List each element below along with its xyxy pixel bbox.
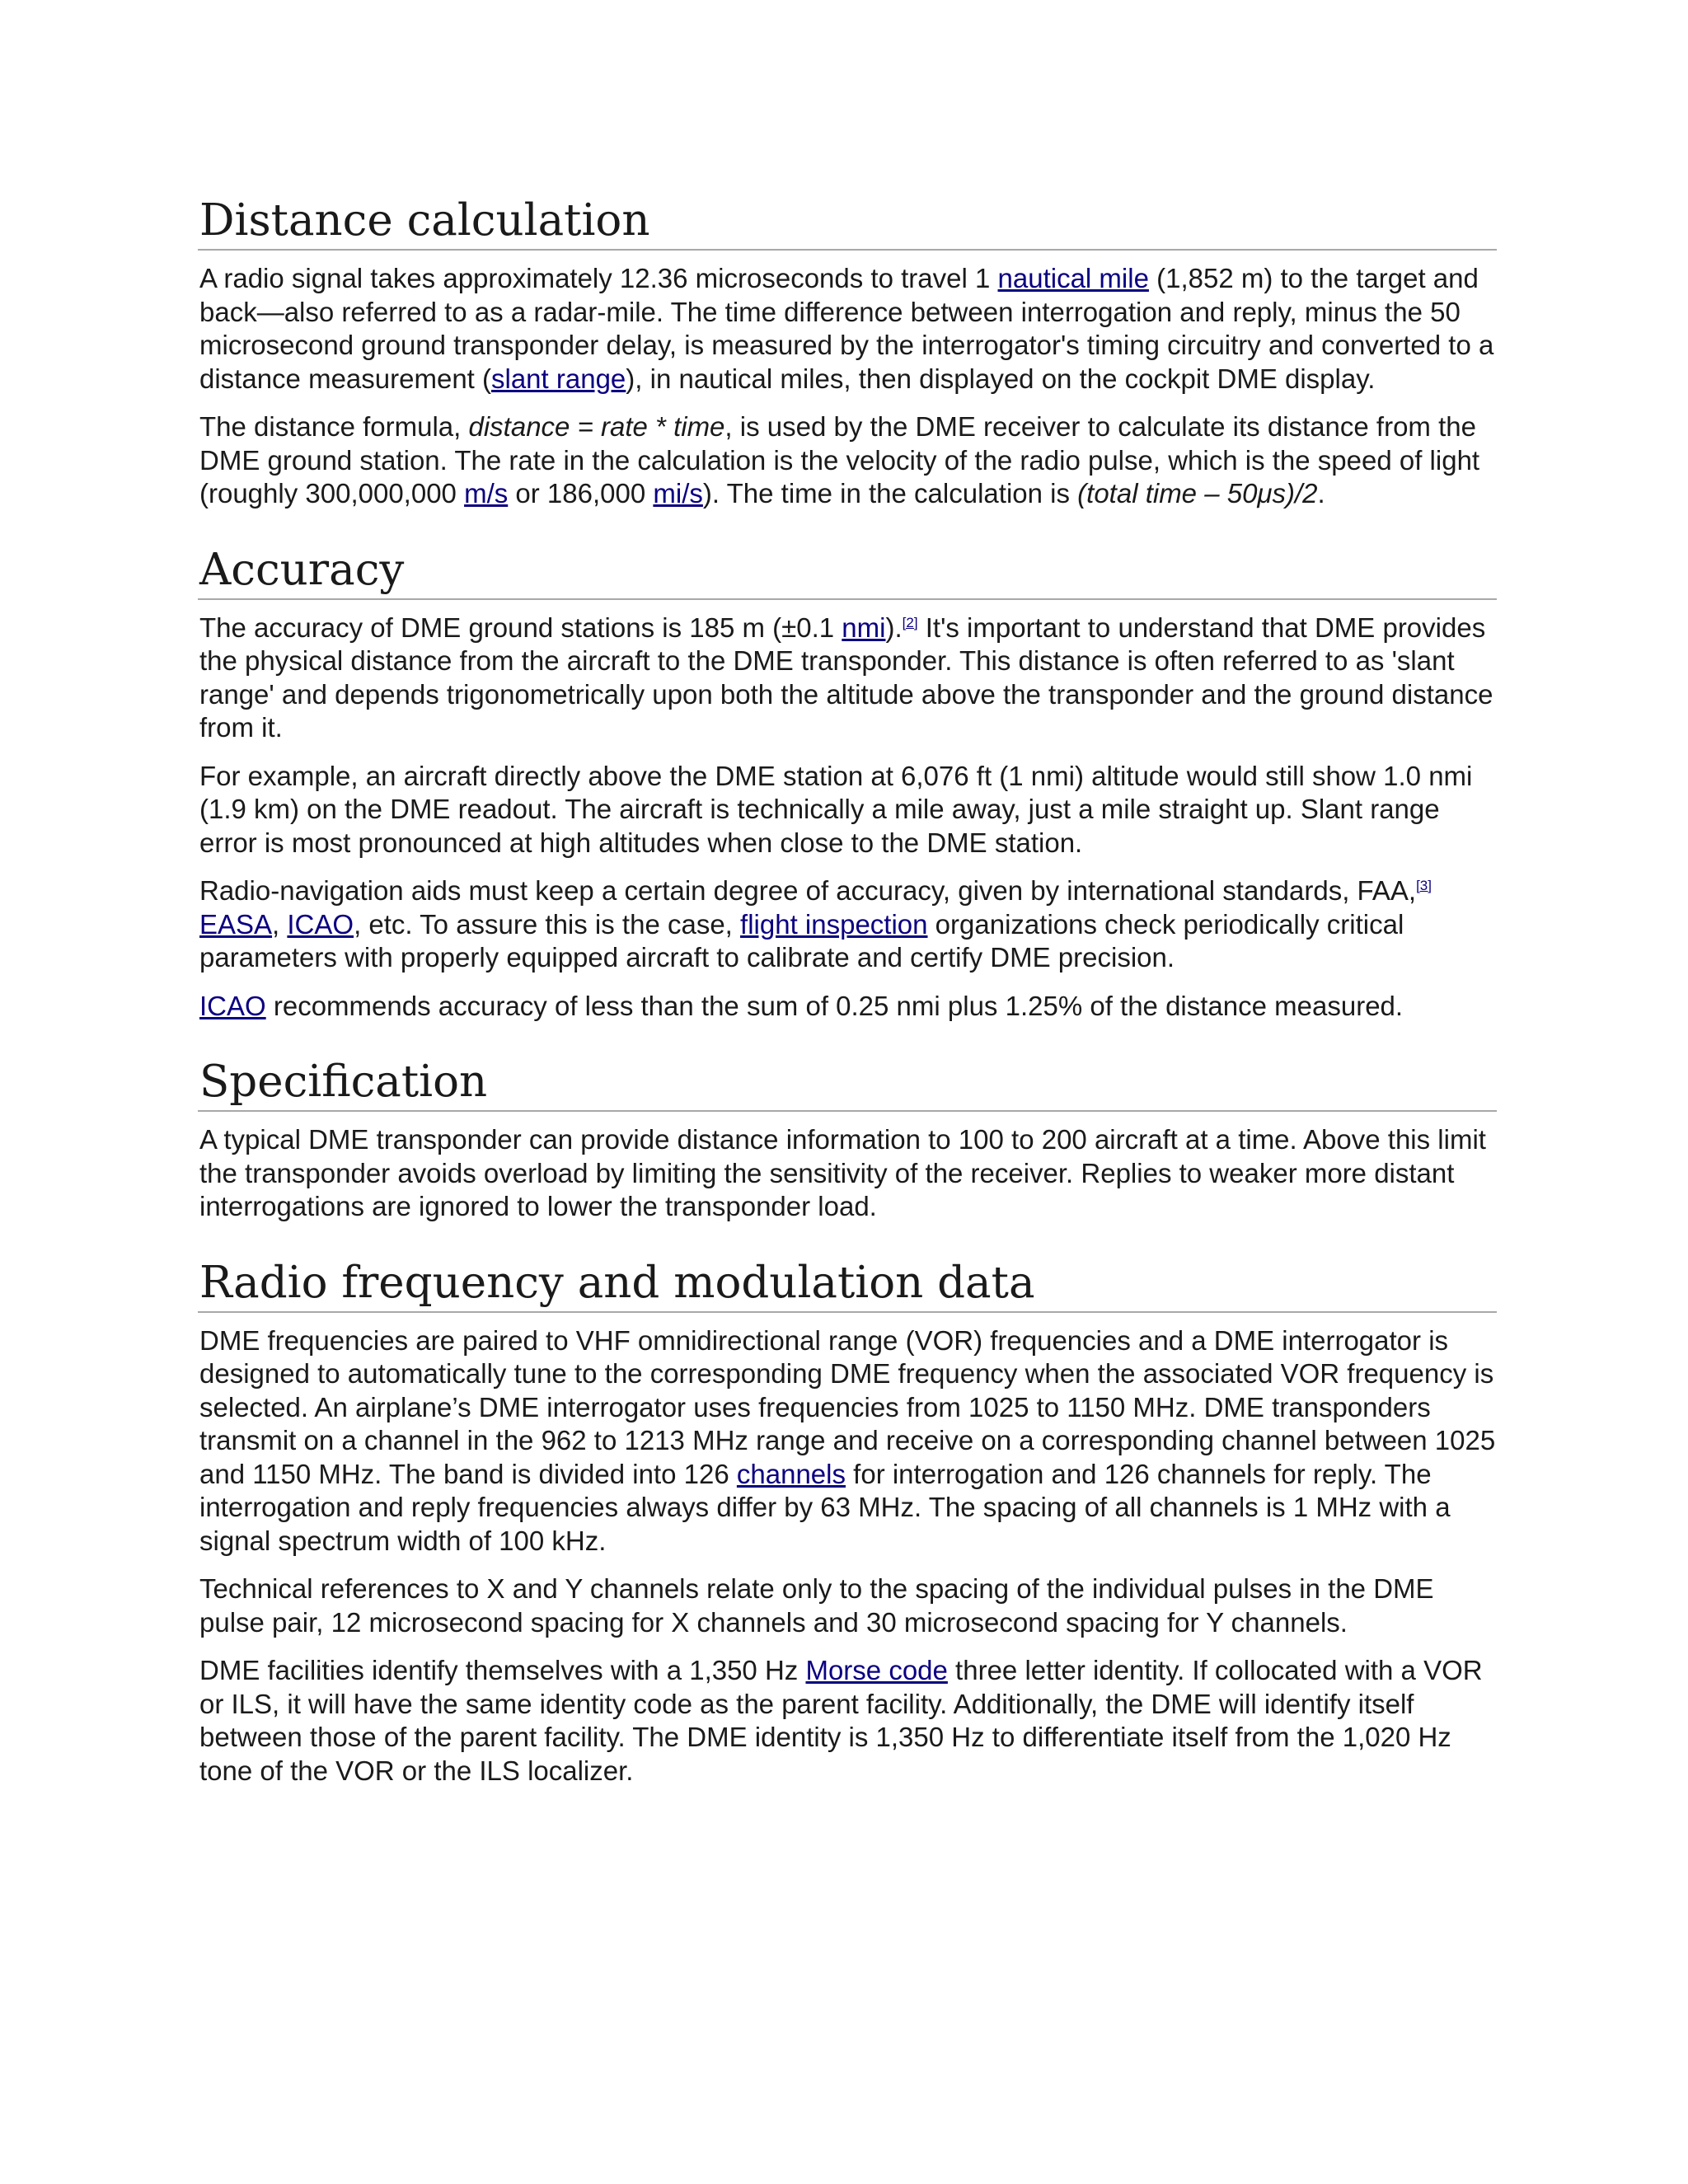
paragraph bbox=[198, 1324, 1497, 1558]
link-icao[interactable]: ICAO bbox=[199, 990, 266, 1021]
section-accuracy bbox=[198, 544, 1497, 1024]
section-heading: Distance calculation bbox=[198, 194, 1497, 251]
paragraph-text: (1,852 m) to the target and back—also referred to as a radar-mile. The time difference between interrogation and reply, minus the 50 microsecond ground transponder delay, is measured by the interrogator's timing circuitry and converted to a distance measurement ( bbox=[199, 263, 1494, 394]
paragraph-text: . bbox=[1317, 478, 1325, 509]
link-nautical-mile[interactable]: nautical mile bbox=[997, 263, 1149, 293]
paragraph bbox=[198, 262, 1497, 396]
section-radio-frequency bbox=[198, 1257, 1497, 1788]
paragraph-text: It's important to understand that DME provides the physical distance from the aircraft to the DME transponder. This distance is often referred to as 'slant range' and depends trigonometrically upon both the altitude above the transponder and the ground distance from it. bbox=[199, 612, 1493, 743]
paragraph-text: three letter identity. If collocated with a VOR or ILS, it will have the same identity code as the parent facility. Additionally, the DME will identify itself between those of the parent facility. The DME identity is 1,350 Hz to differentiate itself from the 1,020 Hz tone of the VOR or the ILS localizer. bbox=[199, 1655, 1483, 1786]
paragraph: Technical references to X and Y channels relate only to the spacing of the individual pulses in the DME pulse pair, 12 microsecond spacing for X channels and 30 microsecond spacing for Y channels. bbox=[199, 1573, 1434, 1638]
section-heading: Specification bbox=[198, 1056, 1497, 1112]
link-morse-code[interactable]: Morse code bbox=[805, 1655, 948, 1685]
paragraph bbox=[198, 612, 1497, 745]
section-heading: Radio frequency and modulation data bbox=[198, 1257, 1497, 1313]
paragraph-text: ), in nautical miles, then displayed on the cockpit DME display. bbox=[626, 363, 1376, 394]
paragraph-text: organizations check periodically critical parameters with properly equipped aircraft to calibrate and certify DME precision. bbox=[199, 908, 1404, 972]
paragraph-text: The distance formula, bbox=[199, 411, 469, 442]
formula-text: (total time – 50μs)/2 bbox=[1077, 478, 1318, 509]
reference-link[interactable]: [3] bbox=[1416, 878, 1432, 893]
reference-2[interactable] bbox=[903, 615, 918, 630]
paragraph-text: , etc. To assure this is the case, bbox=[354, 908, 741, 940]
paragraph-text: or 186,000 bbox=[508, 478, 654, 509]
paragraph-text: ). The time in the calculation is bbox=[702, 478, 1078, 509]
article-content bbox=[198, 194, 1497, 1802]
link-icao[interactable]: ICAO bbox=[287, 908, 354, 940]
section-heading: Accuracy bbox=[198, 544, 1497, 600]
formula-text: distance = rate * time bbox=[468, 411, 725, 442]
paragraph bbox=[198, 1654, 1497, 1788]
paragraph-text: for interrogation and 126 channels for reply. The interrogation and reply frequencies always differ by 63 MHz. The spacing of all channels is 1 MHz with a signal spectrum width of 100 kHz. bbox=[199, 1458, 1451, 1556]
section-specification bbox=[198, 1056, 1497, 1224]
paragraph-text: , bbox=[272, 908, 288, 940]
section-distance-calculation bbox=[198, 194, 1497, 511]
paragraph-text: A radio signal takes approximately 12.36 microseconds to travel 1 bbox=[199, 263, 998, 293]
paragraph-text: , is used by the DME receiver to calculate its distance from the DME ground station. The rate in the calculation is the velocity of the radio pulse, which is the speed of light (roughly 300,000,000 bbox=[199, 411, 1480, 509]
paragraph-text: The accuracy of DME ground stations is 185 m (±0.1 bbox=[199, 612, 842, 643]
paragraph bbox=[198, 990, 1497, 1024]
link-channels[interactable]: channels bbox=[736, 1458, 846, 1489]
link-slant-range[interactable]: slant range bbox=[491, 363, 626, 394]
paragraph-text: recommends accuracy of less than the sum of 0.25 nmi plus 1.25% of the distance measured. bbox=[265, 990, 1404, 1021]
paragraph-text: Radio-navigation aids must keep a certain degree of accuracy, given by international standards, FAA, bbox=[199, 875, 1417, 906]
link-m-per-s[interactable]: m/s bbox=[464, 478, 509, 509]
link-easa[interactable]: EASA bbox=[199, 908, 273, 940]
paragraph-text: DME frequencies are paired to VHF omnidirectional range (VOR) frequencies and a DME interrogator is designed to automatically tune to the corresponding DME frequency when the associated VOR frequency is selected. An airplane’s DME interrogator uses frequencies from 1025 to 1150 MHz. DME transponders transmit on a channel in the 962 to 1213 MHz range and receive on a corresponding channel between 1025 and 1150 MHz. The band is divided into 126 bbox=[199, 1324, 1496, 1489]
paragraph bbox=[198, 410, 1497, 511]
paragraph-text: ). bbox=[885, 612, 903, 643]
reference-link[interactable]: [2] bbox=[902, 614, 918, 630]
reference-3[interactable] bbox=[1416, 878, 1432, 893]
link-mi-per-s[interactable]: mi/s bbox=[653, 478, 703, 509]
link-flight-inspection[interactable]: flight inspection bbox=[740, 908, 928, 940]
paragraph: For example, an aircraft directly above the DME station at 6,076 ft (1 nmi) altitude would still show 1.0 nmi (1.9 km) on the DME readout. The aircraft is technically a mile away, just a mile straight up. Slant range error is most pronounced at high altitudes when close to the DME station. bbox=[199, 760, 1473, 858]
paragraph-text: DME facilities identify themselves with a 1,350 Hz bbox=[199, 1655, 806, 1685]
link-nmi[interactable]: nmi bbox=[842, 612, 886, 643]
paragraph: A typical DME transponder can provide distance information to 100 to 200 aircraft at a time. Above this limit the transponder avoids overload by limiting the sensitivity of the receiver. Replies to weaker more distant interrogations are ignored to lower the transponder load. bbox=[199, 1124, 1486, 1221]
paragraph bbox=[198, 874, 1497, 975]
